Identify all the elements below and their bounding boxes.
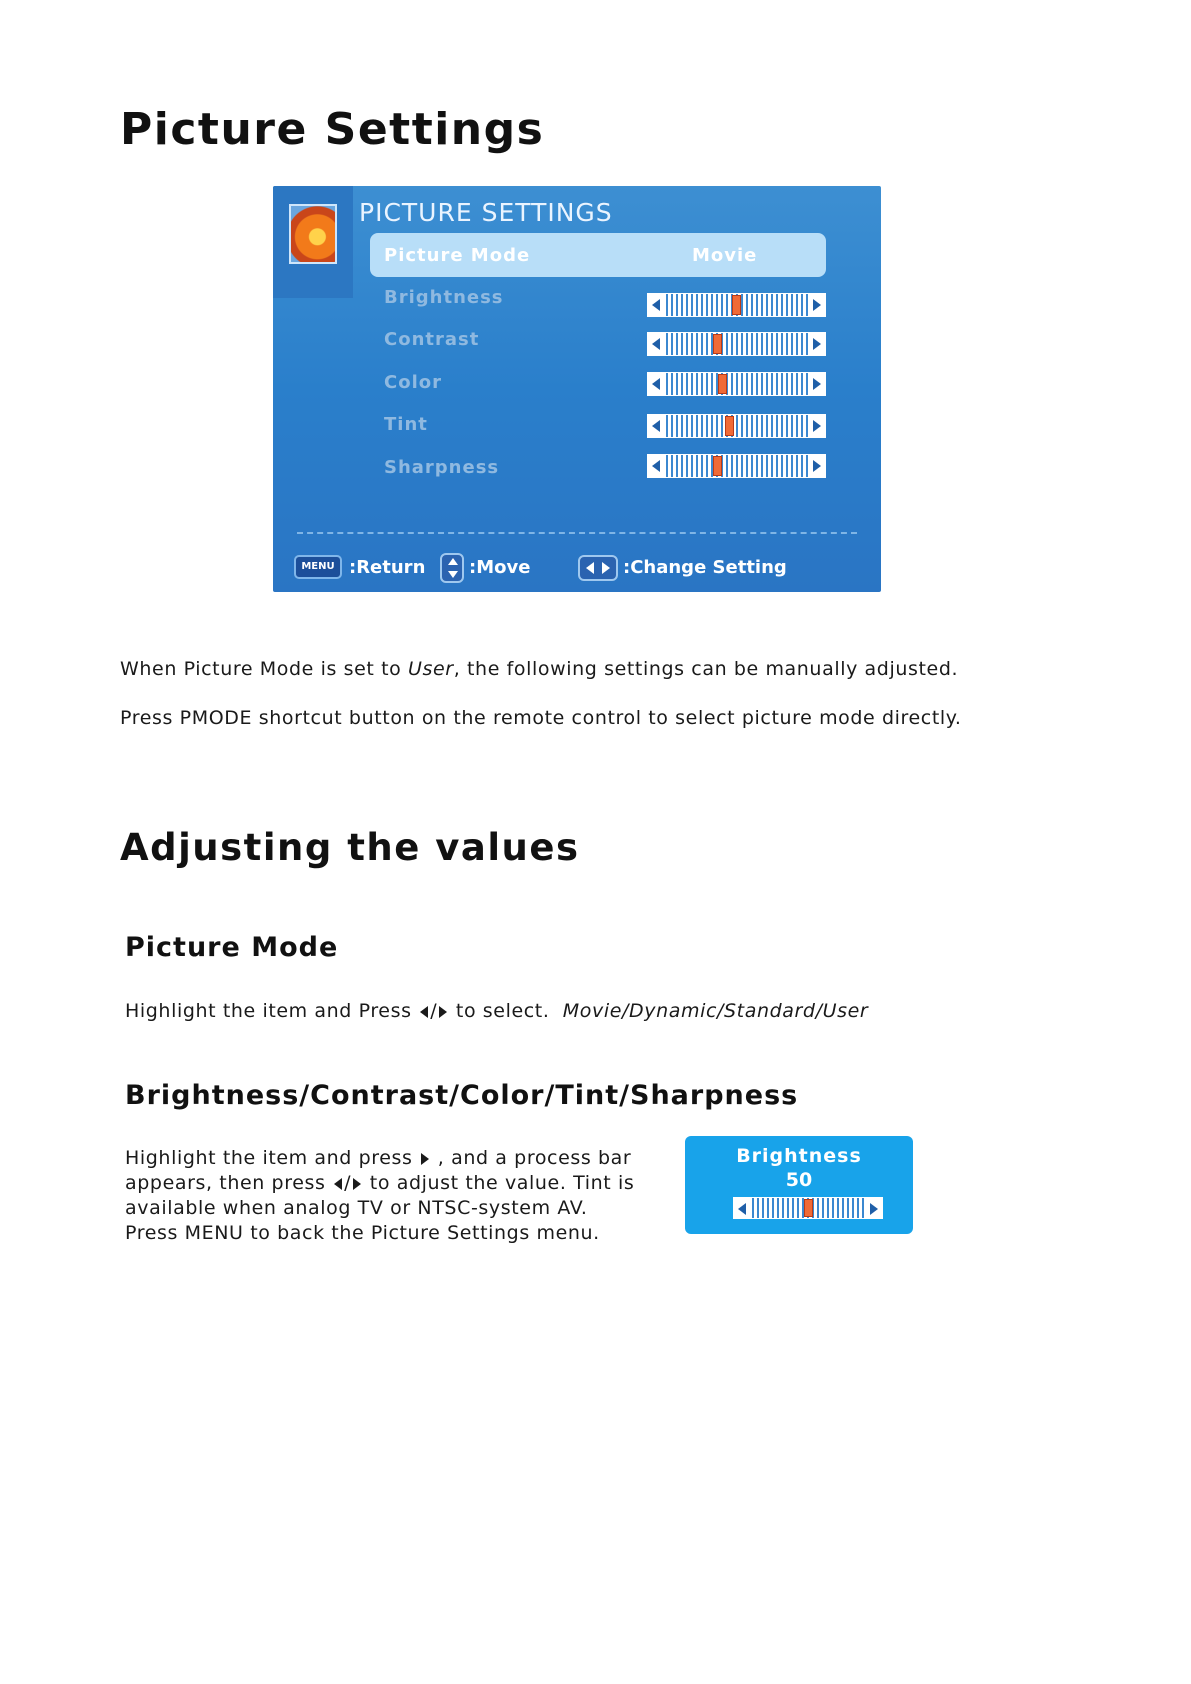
setting-label: Color [384, 372, 442, 393]
brightness-slider[interactable] [647, 293, 826, 317]
up-down-key-icon [440, 553, 464, 583]
setting-label: Sharpness [384, 457, 500, 478]
footer-divider [297, 532, 857, 534]
contrast-slider[interactable] [647, 332, 826, 356]
right-triangle-icon [439, 1006, 447, 1018]
setting-label: Tint [384, 414, 428, 435]
slider-knob[interactable] [732, 295, 741, 315]
left-triangle-icon [420, 1006, 428, 1018]
left-arrow-icon [648, 294, 664, 316]
right-arrow-icon [866, 1198, 882, 1218]
picture-settings-osd [273, 186, 881, 592]
setting-label: Contrast [384, 329, 480, 350]
change-setting-hint: :Change Setting [623, 557, 787, 578]
picture-mode-value: Movie [692, 245, 758, 266]
slider-knob[interactable] [718, 374, 727, 394]
bccts-line-4: Press MENU to back the Picture Settings menu. [125, 1222, 600, 1244]
left-triangle-icon [334, 1178, 342, 1190]
intro-line-2: Press PMODE shortcut button on the remote control to select picture mode directly. [120, 707, 962, 729]
bccts-heading: Brightness/Contrast/Color/Tint/Sharpness [125, 1080, 799, 1111]
left-arrow-icon [734, 1198, 750, 1218]
instruction-text: to select. [449, 1000, 550, 1022]
move-hint: :Move [469, 557, 531, 578]
slider-knob[interactable] [713, 456, 722, 476]
right-triangle-icon [353, 1178, 361, 1190]
menu-key-icon: MENU [294, 555, 342, 579]
instruction-text: Highlight the item and Press [125, 1000, 419, 1022]
instruction-text: , and a process bar [431, 1147, 632, 1169]
left-right-key-icon [578, 555, 618, 581]
right-arrow-icon [809, 373, 825, 395]
picture-mode-text [125, 1000, 868, 1022]
instruction-text: Highlight the item and press [125, 1147, 420, 1169]
brightness-popup [685, 1136, 913, 1234]
right-arrow-icon [809, 333, 825, 355]
bccts-line-3: available when analog TV or NTSC-system AV. [125, 1197, 588, 1219]
setting-label: Brightness [384, 287, 504, 308]
bccts-line-2 [125, 1172, 634, 1194]
picture-mode-options: Movie/Dynamic/Standard/User [562, 1000, 869, 1022]
section-title: Adjusting the values [120, 826, 580, 869]
osd-title: PICTURE SETTINGS [359, 198, 613, 227]
separator: / [430, 1000, 438, 1022]
picture-mode-heading: Picture Mode [125, 932, 339, 963]
osd-footer [273, 551, 881, 585]
intro-text: When Picture Mode is set to [120, 658, 408, 680]
separator: / [344, 1172, 352, 1194]
tint-slider[interactable] [647, 414, 826, 438]
left-arrow-icon [648, 333, 664, 355]
popup-value: 50 [785, 1169, 813, 1191]
popup-slider[interactable] [733, 1197, 883, 1219]
osd-icon-column [273, 186, 353, 298]
left-arrow-icon [648, 415, 664, 437]
right-arrow-icon [809, 415, 825, 437]
picture-mode-row[interactable] [370, 233, 826, 277]
intro-emphasis: User [408, 658, 454, 680]
right-arrow-icon [809, 455, 825, 477]
return-hint: :Return [349, 557, 426, 578]
bccts-line-1 [125, 1147, 631, 1169]
slider-knob[interactable] [725, 416, 734, 436]
right-triangle-icon [421, 1153, 429, 1165]
color-slider[interactable] [647, 372, 826, 396]
instruction-text: to adjust the value. Tint is [363, 1172, 635, 1194]
left-arrow-icon [648, 373, 664, 395]
slider-knob[interactable] [713, 334, 722, 354]
right-arrow-icon [809, 294, 825, 316]
intro-text: , the following settings can be manually adjusted. [453, 658, 959, 680]
picture-mode-label: Picture Mode [384, 245, 531, 266]
intro-line-1 [120, 658, 958, 680]
slider-knob[interactable] [804, 1199, 813, 1217]
picture-icon [289, 204, 337, 264]
left-arrow-icon [648, 455, 664, 477]
popup-label: Brightness [736, 1145, 862, 1167]
sharpness-slider[interactable] [647, 454, 826, 478]
instruction-text: appears, then press [125, 1172, 333, 1194]
page-title: Picture Settings [120, 104, 545, 155]
